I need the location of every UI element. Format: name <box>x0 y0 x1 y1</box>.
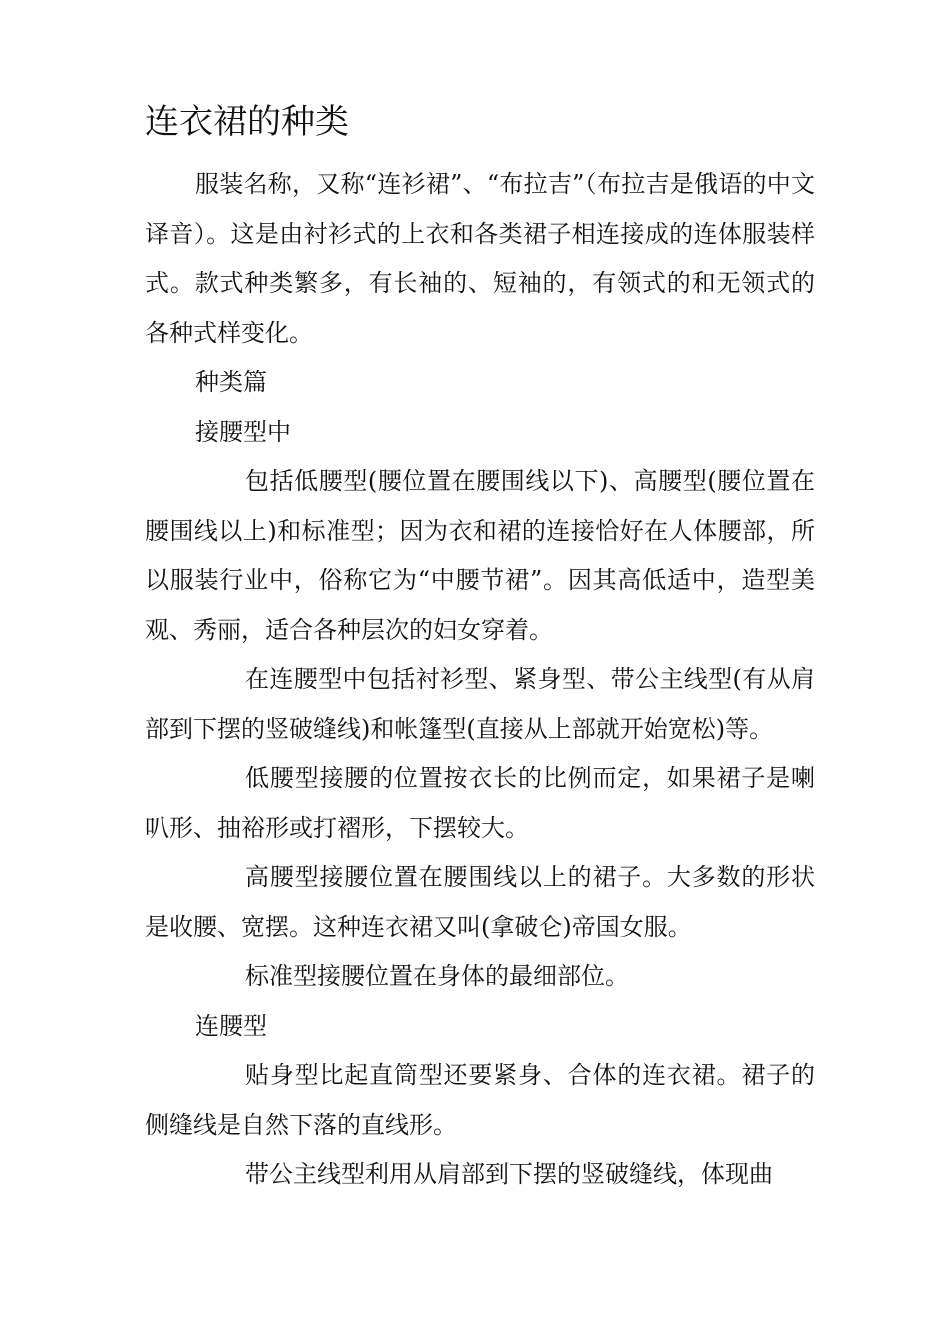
heading-waist-joined: 接腰型中 <box>195 417 291 446</box>
paragraph-low-waist: 低腰型接腰的位置按衣长的比例而定，如果裙子是喇叭形、抽裕形或打褶形，下摆较大。 <box>145 764 815 842</box>
paragraph-princess-line: 带公主线型利用从肩部到下摆的竖破缝线，体现曲 <box>245 1160 773 1188</box>
document-page <box>145 100 815 1200</box>
document-title: 连衣裙的种类 <box>145 102 349 142</box>
heading-types: 种类篇 <box>195 368 267 396</box>
paragraph-waist-types: 包括低腰型(腰位置在腰围线以下)、高腰型(腰位置在腰围线以上)和标准型；因为衣和裙的连接恰好在人体腰部，所以服装行业中，俗称它为“中腰节裙”。因其高低适中，造型美观、秀丽，适合各种层次的妇女穿着。 <box>145 467 815 644</box>
paragraph-fitted: 贴身型比起直筒型还要紧身、合体的连衣裙。裙子的侧缝线是自然下落的直线形。 <box>145 1061 815 1139</box>
heading-connected-waist: 连腰型 <box>195 1011 267 1040</box>
paragraph-intro: 服装名称，又称“连衫裙”、“布拉吉”（布拉吉是俄语的中文译音）。这是由衬衫式的上衣和各类裙子相连接成的连体服装样式。款式种类繁多，有长袖的、短袖的，有领式的和无领式的各种式样变化。 <box>145 170 815 347</box>
paragraph-connected-waist-types: 在连腰型中包括衬衫型、紧身型、带公主线型(有从肩部到下摆的竖破缝线)和帐篷型(直接从上部就开始宽松)等。 <box>145 665 815 743</box>
paragraph-high-waist: 高腰型接腰位置在腰围线以上的裙子。大多数的形状是收腰、宽摆。这种连衣裙又叫(拿破仑)帝国女服。 <box>145 863 815 941</box>
paragraph-standard-waist: 标准型接腰位置在身体的最细部位。 <box>245 962 629 990</box>
